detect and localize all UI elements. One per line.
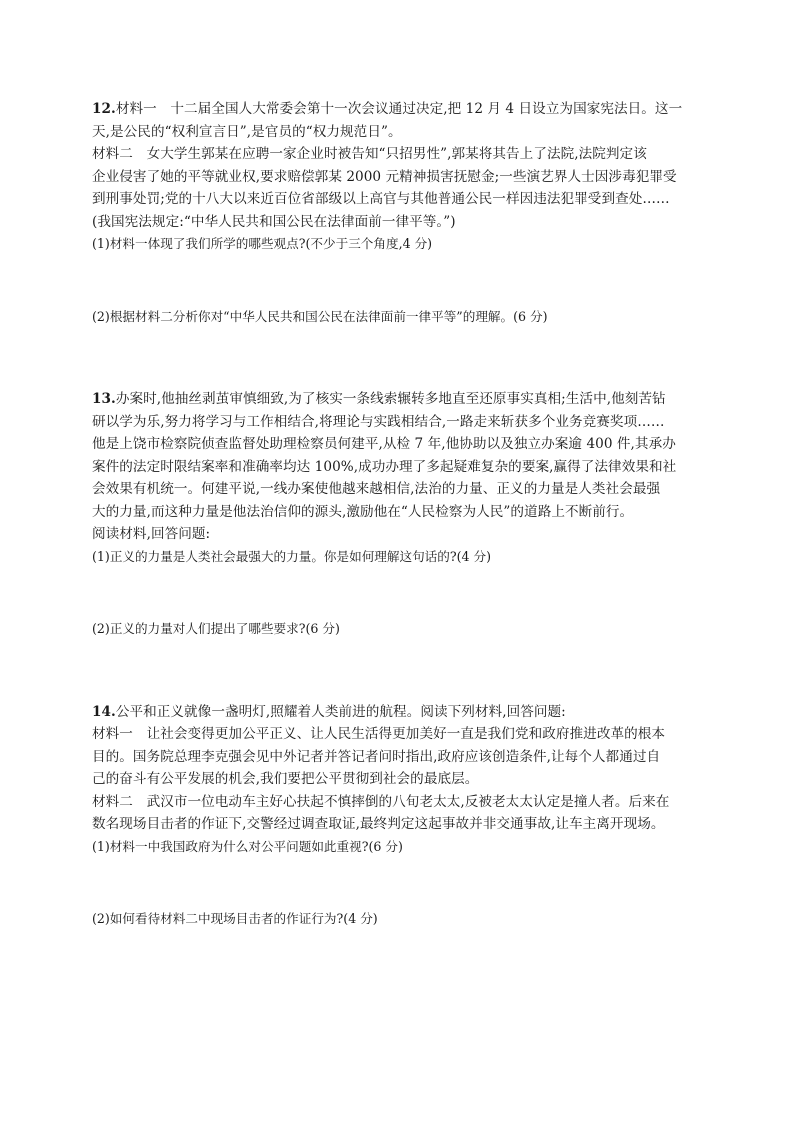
question-13-line-4: 案件的法定时限结案率和准确率均达 100%,成功办理了多起疑难复杂的要案,赢得了法律效果和社 bbox=[92, 458, 677, 475]
question-13-line-3: 他是上饶市检察院侦查监督处助理检察员何建平,从检 7 年,他协助以及独立办案逾 400 件,其承办 bbox=[92, 436, 676, 452]
exam-page bbox=[92, 98, 704, 931]
question-12-line-6: (我国宪法规定:“中华人民共和国公民在法律面前一律平等。”) bbox=[92, 213, 456, 230]
question-14-line-4: 己的奋斗有公平发展的机会,我们要把公平贯彻到社会的最底层。 bbox=[92, 771, 479, 787]
question-13-line-2: 研以学为乐,努力将学习与工作相结合,将理论与实践相结合,一路走来斩获多个业务竞赛奖项…… bbox=[92, 413, 665, 430]
question-13-sub-2: (2)正义的力量对人们提出了哪些要求?(6 分) bbox=[92, 621, 340, 636]
question-13-line-5: 会效果有机统一。何建平说,一线办案使他越来越相信,法治的力量、正义的力量是人类社会最强 bbox=[92, 481, 661, 497]
question-13-line-7: 阅读材料,回答问题: bbox=[92, 526, 211, 542]
question-13-line-1: 13.办案时,他抽丝剥茧审慎细致,为了核实一条线索辗转多地直至还原事实真相;生活中,他刻苦钻 bbox=[92, 391, 666, 407]
question-14-sub-2: (2)如何看待材料二中现场目击者的作证行为?(4 分) bbox=[92, 911, 378, 926]
question-12-sub-2: (2)根据材料二分析你对“中华人民共和国公民在法律面前一律平等”的理解。(6 分) bbox=[92, 308, 548, 324]
question-14-line-3: 目的。国务院总理李克强会见中外记者并答记者问时指出,政府应该创造条件,让每个人都通过自 bbox=[92, 748, 661, 765]
answer-space bbox=[92, 328, 704, 388]
question-number: 13. bbox=[92, 391, 116, 407]
question-13-line-6: 大的力量,而这种力量是他法治信仰的源头,激励他在“人民检察为人民”的道路上不断前行。 bbox=[92, 503, 634, 520]
question-13 bbox=[92, 388, 704, 701]
question-13-sub-1: (1)正义的力量是人类社会最强大的力量。你是如何理解这句话的?(4 分) bbox=[92, 548, 492, 564]
answer-space bbox=[92, 256, 704, 306]
answer-space bbox=[92, 568, 704, 618]
question-12-line-2: 天,是公民的“权利宣言日”,是官员的“权力规范日”。 bbox=[92, 123, 402, 140]
question-14-sub-1: (1)材料一中我国政府为什么对公平问题如此重视?(6 分) bbox=[92, 838, 403, 854]
question-12-line-5: 到刑事处罚;党的十八大以来近百位省部级以上高官与其他普通公民一样因违法犯罪受到查处…… bbox=[92, 191, 670, 207]
question-14-line-6: 数名现场目击者的作证下,交警经过调查取证,最终判定这起事故并非交通事故,让车主离开现场。 bbox=[92, 816, 665, 832]
question-number: 12. bbox=[92, 101, 116, 117]
question-14-line-1: 14.公平和正义就像一盏明灯,照耀着人类前进的航程。阅读下列材料,回答问题: bbox=[92, 703, 566, 720]
question-14 bbox=[92, 701, 704, 931]
question-12-sub-1: (1)材料一体现了我们所学的哪些观点?(不少于三个角度,4 分) bbox=[92, 236, 433, 251]
question-12-line-4: 企业侵害了她的平等就业权,要求赔偿郭某 2000 元精神损害抚慰金;一些演艺界人士因涉毒犯罪受 bbox=[92, 168, 677, 185]
answer-space bbox=[92, 641, 704, 701]
question-12 bbox=[92, 98, 704, 388]
question-14-line-2: 材料一 让社会变得更加公平正义、让人民生活得更加美好一直是我们党和政府推进改革的根本 bbox=[92, 726, 666, 742]
answer-space bbox=[92, 858, 704, 908]
question-number: 14. bbox=[92, 703, 116, 720]
question-14-line-5: 材料二 武汉市一位电动车主好心扶起不慎摔倒的八旬老太太,反被老太太认定是撞人者。后来在 bbox=[92, 793, 670, 810]
question-12-line-1: 12.材料一 十二届全国人大常委会第十一次会议通过决定,把 12 月 4 日设立为国家宪法日。这一 bbox=[92, 101, 683, 117]
question-12-line-3: 材料二 女大学生郭某在应聘一家企业时被告知“只招男性”,郭某将其告上了法院,法院判定该 bbox=[92, 146, 647, 162]
